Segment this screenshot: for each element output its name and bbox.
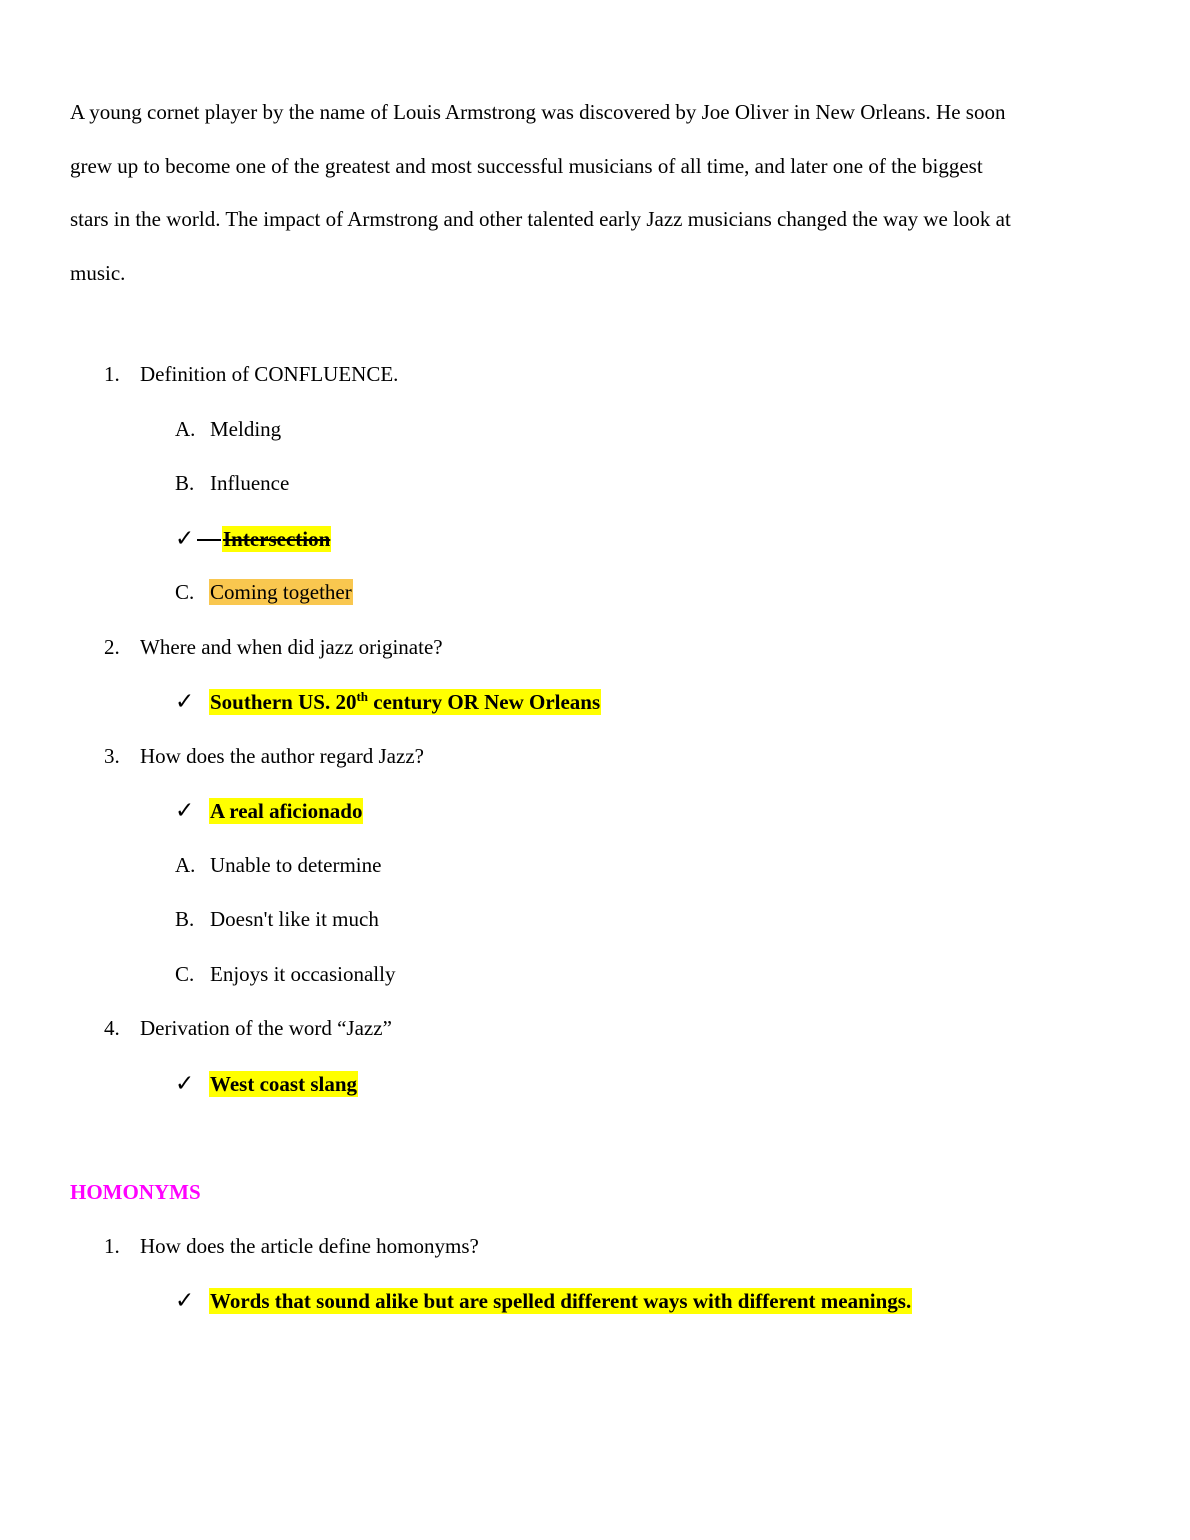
question-text: How does the article define homonyms? (140, 1234, 479, 1258)
strikethrough-line (197, 539, 221, 541)
check-icon: ✓ (175, 1071, 195, 1097)
answer-text-after: century OR New Orleans (368, 690, 601, 714)
answer-text: Words that sound alike but are spelled different ways with different meanings. (210, 1289, 912, 1313)
check-icon: ✓ (175, 689, 195, 715)
question-text: How does the author regard Jazz? (140, 744, 424, 768)
question-text: Where and when did jazz originate? (140, 635, 443, 659)
option-text: Unable to determine (210, 853, 382, 877)
check-icon: ✓ (175, 798, 195, 824)
question-number: 4. (104, 1016, 120, 1040)
intro-line: stars in the world. The impact of Armstrong and other talented early Jazz musicians changed the way we look at (70, 207, 1011, 232)
question-number: 1. (104, 362, 120, 386)
option-text: Melding (210, 417, 282, 441)
check-icon: ✓ (175, 1288, 195, 1314)
answer-text: West coast slang (210, 1072, 357, 1096)
section-title-homonyms: HOMONYMS (70, 1180, 201, 1204)
question-number: 2. (104, 635, 120, 659)
check-icon: ✓ (175, 526, 195, 552)
answer-text: A real aficionado (210, 799, 363, 823)
option-marker: B. (175, 907, 195, 931)
intro-line: A young cornet player by the name of Louis Armstrong was discovered by Joe Oliver in New Orleans. He soon (70, 100, 1006, 124)
answer-superscript: th (356, 689, 369, 704)
intro-line: grew up to become one of the greatest and most successful musicians of all time, and later one of the biggest (70, 153, 983, 178)
option-text: Enjoys it occasionally (210, 962, 396, 986)
option-text: Influence (210, 471, 290, 495)
question-number: 1. (104, 1234, 120, 1258)
answer-text-before: Southern US. 20 (210, 690, 357, 714)
question-text: Definition of CONFLUENCE. (140, 362, 399, 386)
intro-paragraph (70, 86, 1130, 300)
question-number: 3. (104, 744, 120, 768)
option-text: Doesn't like it much (210, 907, 379, 931)
option-marker: C. (175, 580, 195, 604)
option-marker: C. (175, 962, 195, 986)
question-text: Derivation of the word “Jazz” (140, 1016, 392, 1040)
answer-text (209, 689, 601, 715)
intro-line: music. (70, 260, 126, 285)
option-marker: A. (175, 853, 196, 877)
option-marker: B. (175, 471, 195, 495)
option-text: Intersection (223, 527, 331, 551)
option-marker: A. (175, 417, 196, 441)
option-text: Coming together (210, 580, 352, 604)
